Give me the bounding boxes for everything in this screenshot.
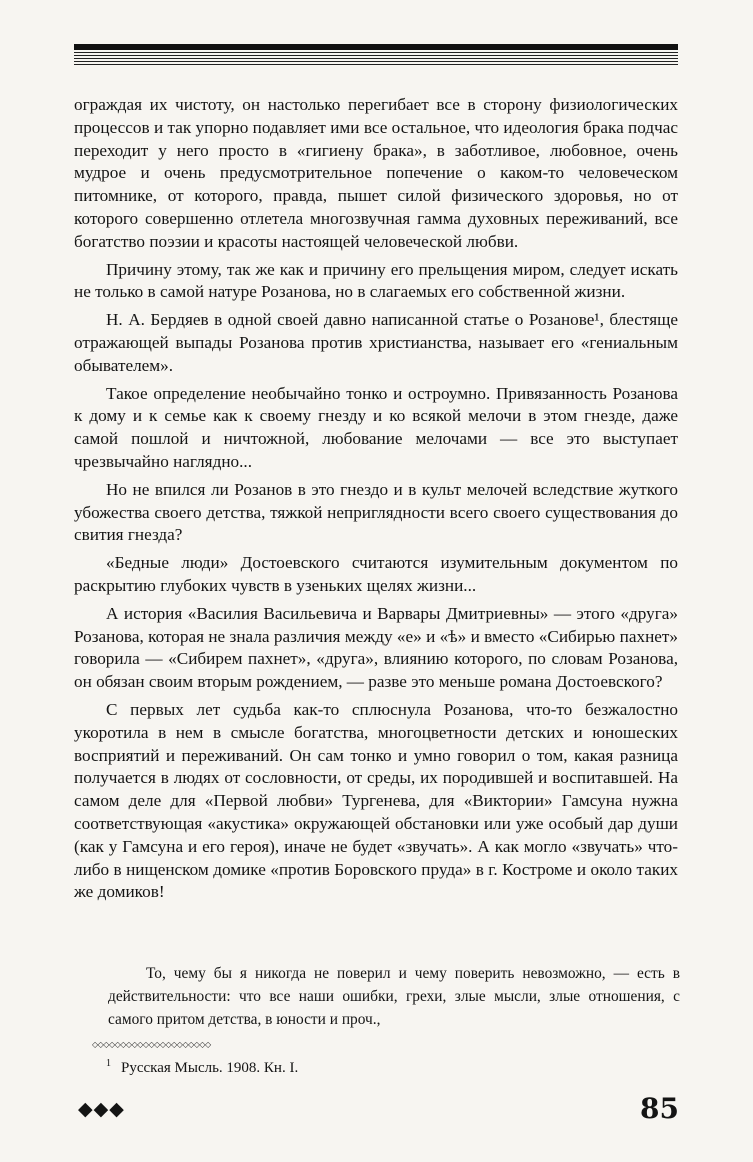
- paragraph: ограждая их чистоту, он настолько перегибает все в сторону физиологических процессов и так упорно подавляет ими все остальное, что идеология брака подчас переходит у него просто в «гигиену брака», в заботливое, любовное, очень мудрое и очень предусмотрительное попечение о каком-то человеческом питомнике, от которого, правда, пышет силой физического здоровья, но от которого совершенно отлетела многозвучная гамма духовных переживаний, все богатство поэзии и красоты настоящей человеческой любви.: [74, 95, 678, 251]
- paragraph: Причину этому, так же как и причину его прельщения миром, следует искать не только в самой натуре Розанова, но в слагаемых его собственной жизни.: [74, 259, 678, 302]
- paragraph: Такое определение необычайно тонко и остроумно. Привязанность Розанова к дому и к семье как к своему гнезду и ко всякой мелочи в этом гнезде, даже самой пошлой и ничтожной, любование мелочами — все это выступает чрезвычайно наглядно...: [74, 383, 678, 471]
- ornament-diamonds: ◆◆◆: [78, 1098, 125, 1120]
- header-rule: [74, 44, 678, 50]
- paragraph: Н. А. Бердяев в одной своей давно написанной статье о Розанове¹, блестяще отражающей выпады Розанова против христианства, называет его «гениальным обывателем».: [74, 310, 678, 375]
- footnote: [106, 1054, 298, 1078]
- page-number: 85: [640, 1092, 679, 1125]
- footnote-marker: 1: [106, 1058, 111, 1069]
- paragraph: А история «Василия Васильевича и Варвары Дмитриевны» — этого «друга» Розанова, которая не знала различия между «е» и «ѣ» и вместо «Сибирью пахнет» говорила — «Сибирем пахнет», «друга», влиянию которого, по словам Розанова, он обязан своим вторым рождением, — разве это меньше романа Достоевского?: [74, 603, 678, 692]
- header-rule-lines: [74, 52, 678, 66]
- footnote-divider: ◇◇◇◇◇◇◇◇◇◇◇◇◇◇◇◇◇◇◇◇◇: [92, 1040, 211, 1049]
- paragraph: «Бедные люди» Достоевского считаются изумительным документом по раскрытию глубоких чувств в узеньких щелях жизни...: [74, 553, 678, 595]
- footnote-text: Русская Мысль. 1908. Кн. I.: [121, 1060, 299, 1076]
- page-body: [74, 94, 678, 909]
- paragraph: Но не впился ли Розанов в это гнездо и в культ мелочей вследствие жуткого убожества своего детства, тяжкой неприглядности всего своего существования до свития гнезда?: [74, 479, 678, 545]
- paragraph: С первых лет судьба как-то сплюснула Розанова, что-то безжалостно укоротила в нем в смысле богатства, многоцветности детских и юношеских восприятий и переживаний. Он сам тонко и умно говорил о том, какая разница получается в людях от сословности, от среды, их породившей и воспитавшей. На самом деле для «Первой любви» Тургенева, для «Виктории» Гамсуна нужна соответствующая «акустика» окружающей обстановки или уже особый дар души (как у Гамсуна и его героя), иначе не будет «звучать». А как могло «звучать» что-либо в нищенском домике «против Боровского пруда» в г. Костроме и около таких же домиков!: [74, 699, 678, 902]
- block-quote: То, чему бы я никогда не поверил и чему поверить невозможно, — есть в действительности: что все наши ошибки, грехи, злые мысли, злые отношения, с самого притом детства, в юности и проч.,: [108, 965, 680, 1028]
